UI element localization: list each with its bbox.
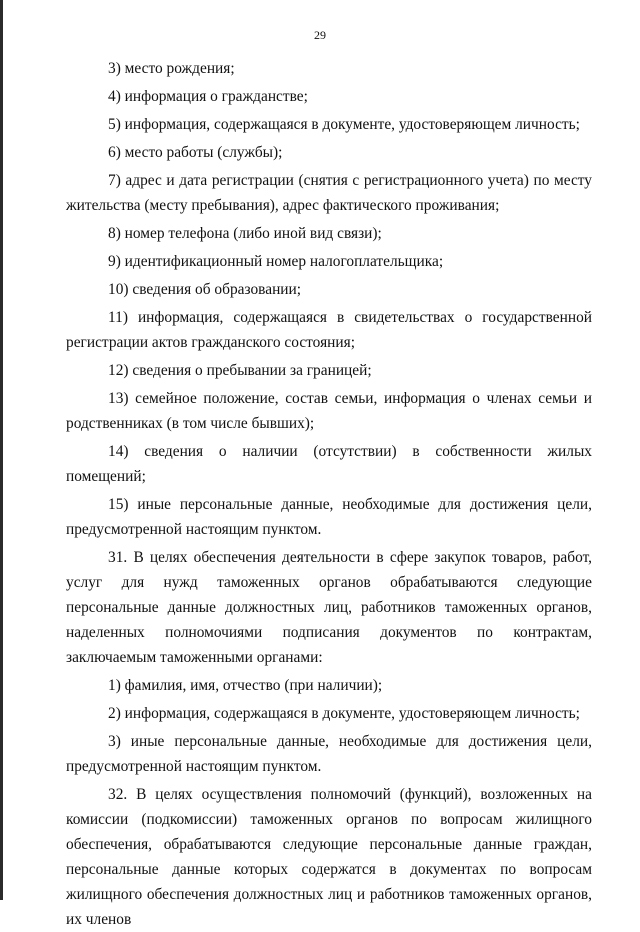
list-item-civil-status-acts: 11) информация, содержащаяся в свидетельствах о государственной регистрации актов гражданского состояния; [66, 309, 592, 351]
page-number: 29 [314, 28, 326, 42]
list-item-abroad-stay: 12) сведения о пребывании за границей; [108, 362, 372, 379]
list-item-other-data: 15) иные персональные данные, необходимые для достижения цели, предусмотренной настоящим пунктом. [66, 496, 592, 538]
list-item-family: 13) семейное положение, состав семьи, информация о членах семьи и родственниках (в том числе бывших); [66, 390, 592, 432]
list-item-tax-id: 9) идентификационный номер налогоплательщика; [108, 253, 444, 270]
list-item-education: 10) сведения об образовании; [108, 281, 302, 298]
section-32-paragraph: 32. В целях осуществления полномочий (функций), возложенных на комиссии (подкомиссии) таможенных органов по вопросам жилищного обеспечения, обрабатываются следующие персональные данные граждан, персональные данные которых содержатся в документах по вопросам жилищного обеспечения должностных лиц и работников таможенных органов, их членов [66, 786, 592, 928]
document-body [66, 56, 592, 932]
list-item-phone: 8) номер телефона (либо иной вид связи); [108, 225, 382, 242]
list-item-identity-document: 5) информация, содержащаяся в документе, удостоверяющем личность; [108, 116, 580, 133]
list-item-workplace: 6) место работы (службы); [108, 144, 283, 161]
list-item-housing: 14) сведения о наличии (отсутствии) в собственности жилых помещений; [66, 443, 592, 485]
list-item-other-data-2: 3) иные персональные данные, необходимые для достижения цели, предусмотренной настоящим пунктом. [66, 733, 592, 775]
list-item-full-name: 1) фамилия, имя, отчество (при наличии); [108, 677, 383, 694]
list-item-birthplace: 3) место рождения; [108, 60, 235, 77]
scan-edge [0, 0, 3, 900]
list-item-citizenship: 4) информация о гражданстве; [108, 88, 308, 105]
list-item-registration-address: 7) адрес и дата регистрации (снятия с регистрационного учета) по месту жительства (месту пребывания), адрес фактического проживания; [66, 172, 592, 214]
section-31-paragraph: 31. В целях обеспечения деятельности в сфере закупок товаров, работ, услуг для нужд таможенных органов обрабатываются следующие персональные данные должностных лиц, работников таможенных органов, наделенных полномочиями подписания документов по контрактам, заключаемым таможенными органами: [66, 549, 592, 666]
list-item-identity-document-2: 2) информация, содержащаяся в документе, удостоверяющем личность; [108, 705, 580, 722]
